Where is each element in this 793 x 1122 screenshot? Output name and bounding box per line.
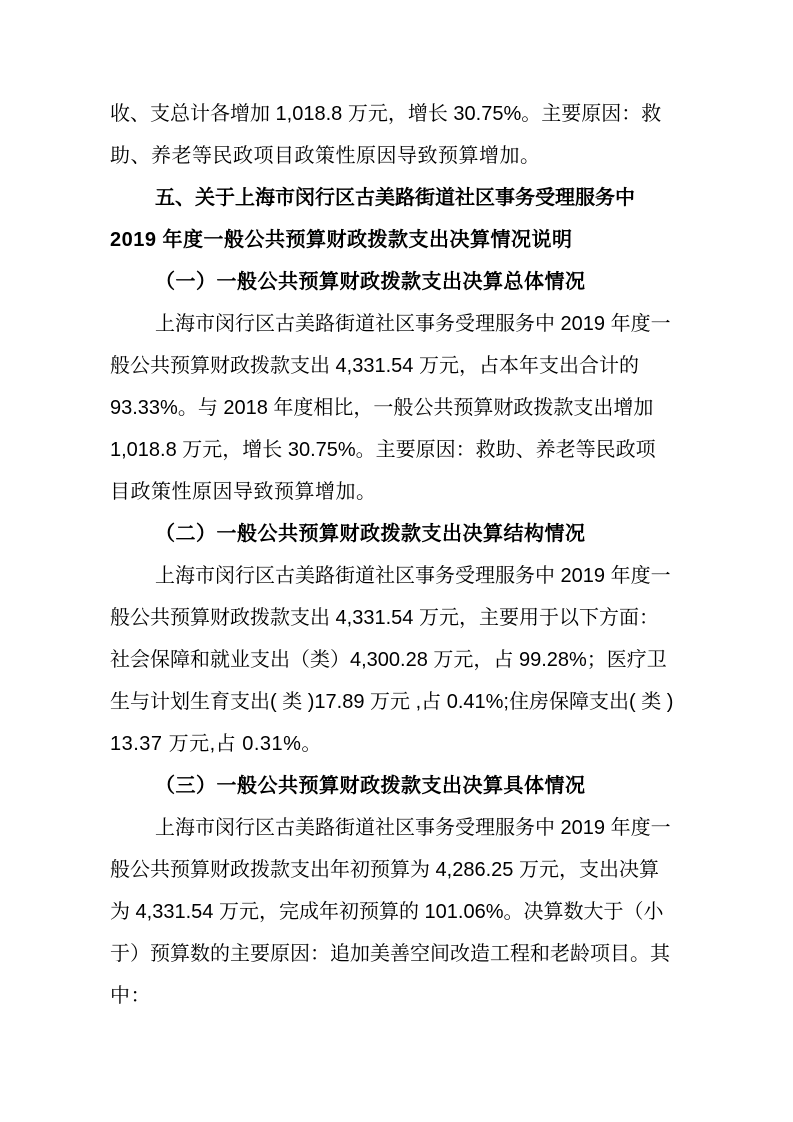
text-line: 助、养老等民政项目政策性原因导致预算增加。 — [110, 145, 541, 167]
section-heading — [110, 177, 676, 261]
text-line: 1,018.8 万元，增长 30.75%。主要原因：救助、养老等民政项 — [110, 439, 656, 461]
paragraph-overall-situation — [110, 303, 676, 513]
text-line: （二）一般公共预算财政拨款支出决算结构情况 — [155, 523, 586, 545]
text-line: 般公共预算财政拨款支出 4,331.54 万元，主要用于以下方面： — [110, 607, 659, 629]
subsection-heading-3 — [110, 765, 676, 807]
text-line: 2019 年度一般公共预算财政拨款支出决算情况说明 — [110, 229, 573, 251]
text-line: 上海市闵行区古美路街道社区事务受理服务中 2019 年度一 — [155, 565, 671, 587]
text-line: 生与计划生育支出( 类 )17.89 万元 ,占 0.41%;住房保障支出( 类 ) — [110, 691, 674, 713]
text-line: 五、关于上海市闵行区古美路街道社区事务受理服务中 — [155, 187, 635, 209]
text-line: 上海市闵行区古美路街道社区事务受理服务中 2019 年度一 — [155, 817, 671, 839]
text-line: 社会保障和就业支出（类）4,300.28 万元，占 99.28%；医疗卫 — [110, 649, 667, 671]
text-line: 般公共预算财政拨款支出年初预算为 4,286.25 万元，支出决算 — [110, 859, 659, 881]
text-line: （一）一般公共预算财政拨款支出决算总体情况 — [155, 271, 586, 293]
subsection-heading-1 — [110, 261, 676, 303]
text-line: 目政策性原因导致预算增加。 — [110, 481, 377, 503]
text-line: 为 4,331.54 万元，完成年初预算的 101.06%。决算数大于（小 — [110, 901, 664, 923]
text-line: 13.37 万元,占 0.31%。 — [110, 733, 322, 755]
text-line: 上海市闵行区古美路街道社区事务受理服务中 2019 年度一 — [155, 313, 671, 335]
paragraph-structure-situation — [110, 555, 676, 765]
subsection-heading-2 — [110, 513, 676, 555]
document-content — [110, 93, 676, 1017]
paragraph-continuation — [110, 93, 676, 177]
text-line: 般公共预算财政拨款支出 4,331.54 万元，占本年支出合计的 — [110, 355, 639, 377]
text-line: 于）预算数的主要原因：追加美善空间改造工程和老龄项目。其 — [110, 943, 670, 965]
text-line: 中： — [110, 985, 151, 1007]
text-line: 收、支总计各增加 1,018.8 万元，增长 30.75%。主要原因：救 — [110, 103, 662, 125]
paragraph-specific-situation — [110, 807, 676, 1017]
text-line: （三）一般公共预算财政拨款支出决算具体情况 — [155, 775, 586, 797]
text-line: 93.33%。与 2018 年度相比，一般公共预算财政拨款支出增加 — [110, 397, 654, 419]
